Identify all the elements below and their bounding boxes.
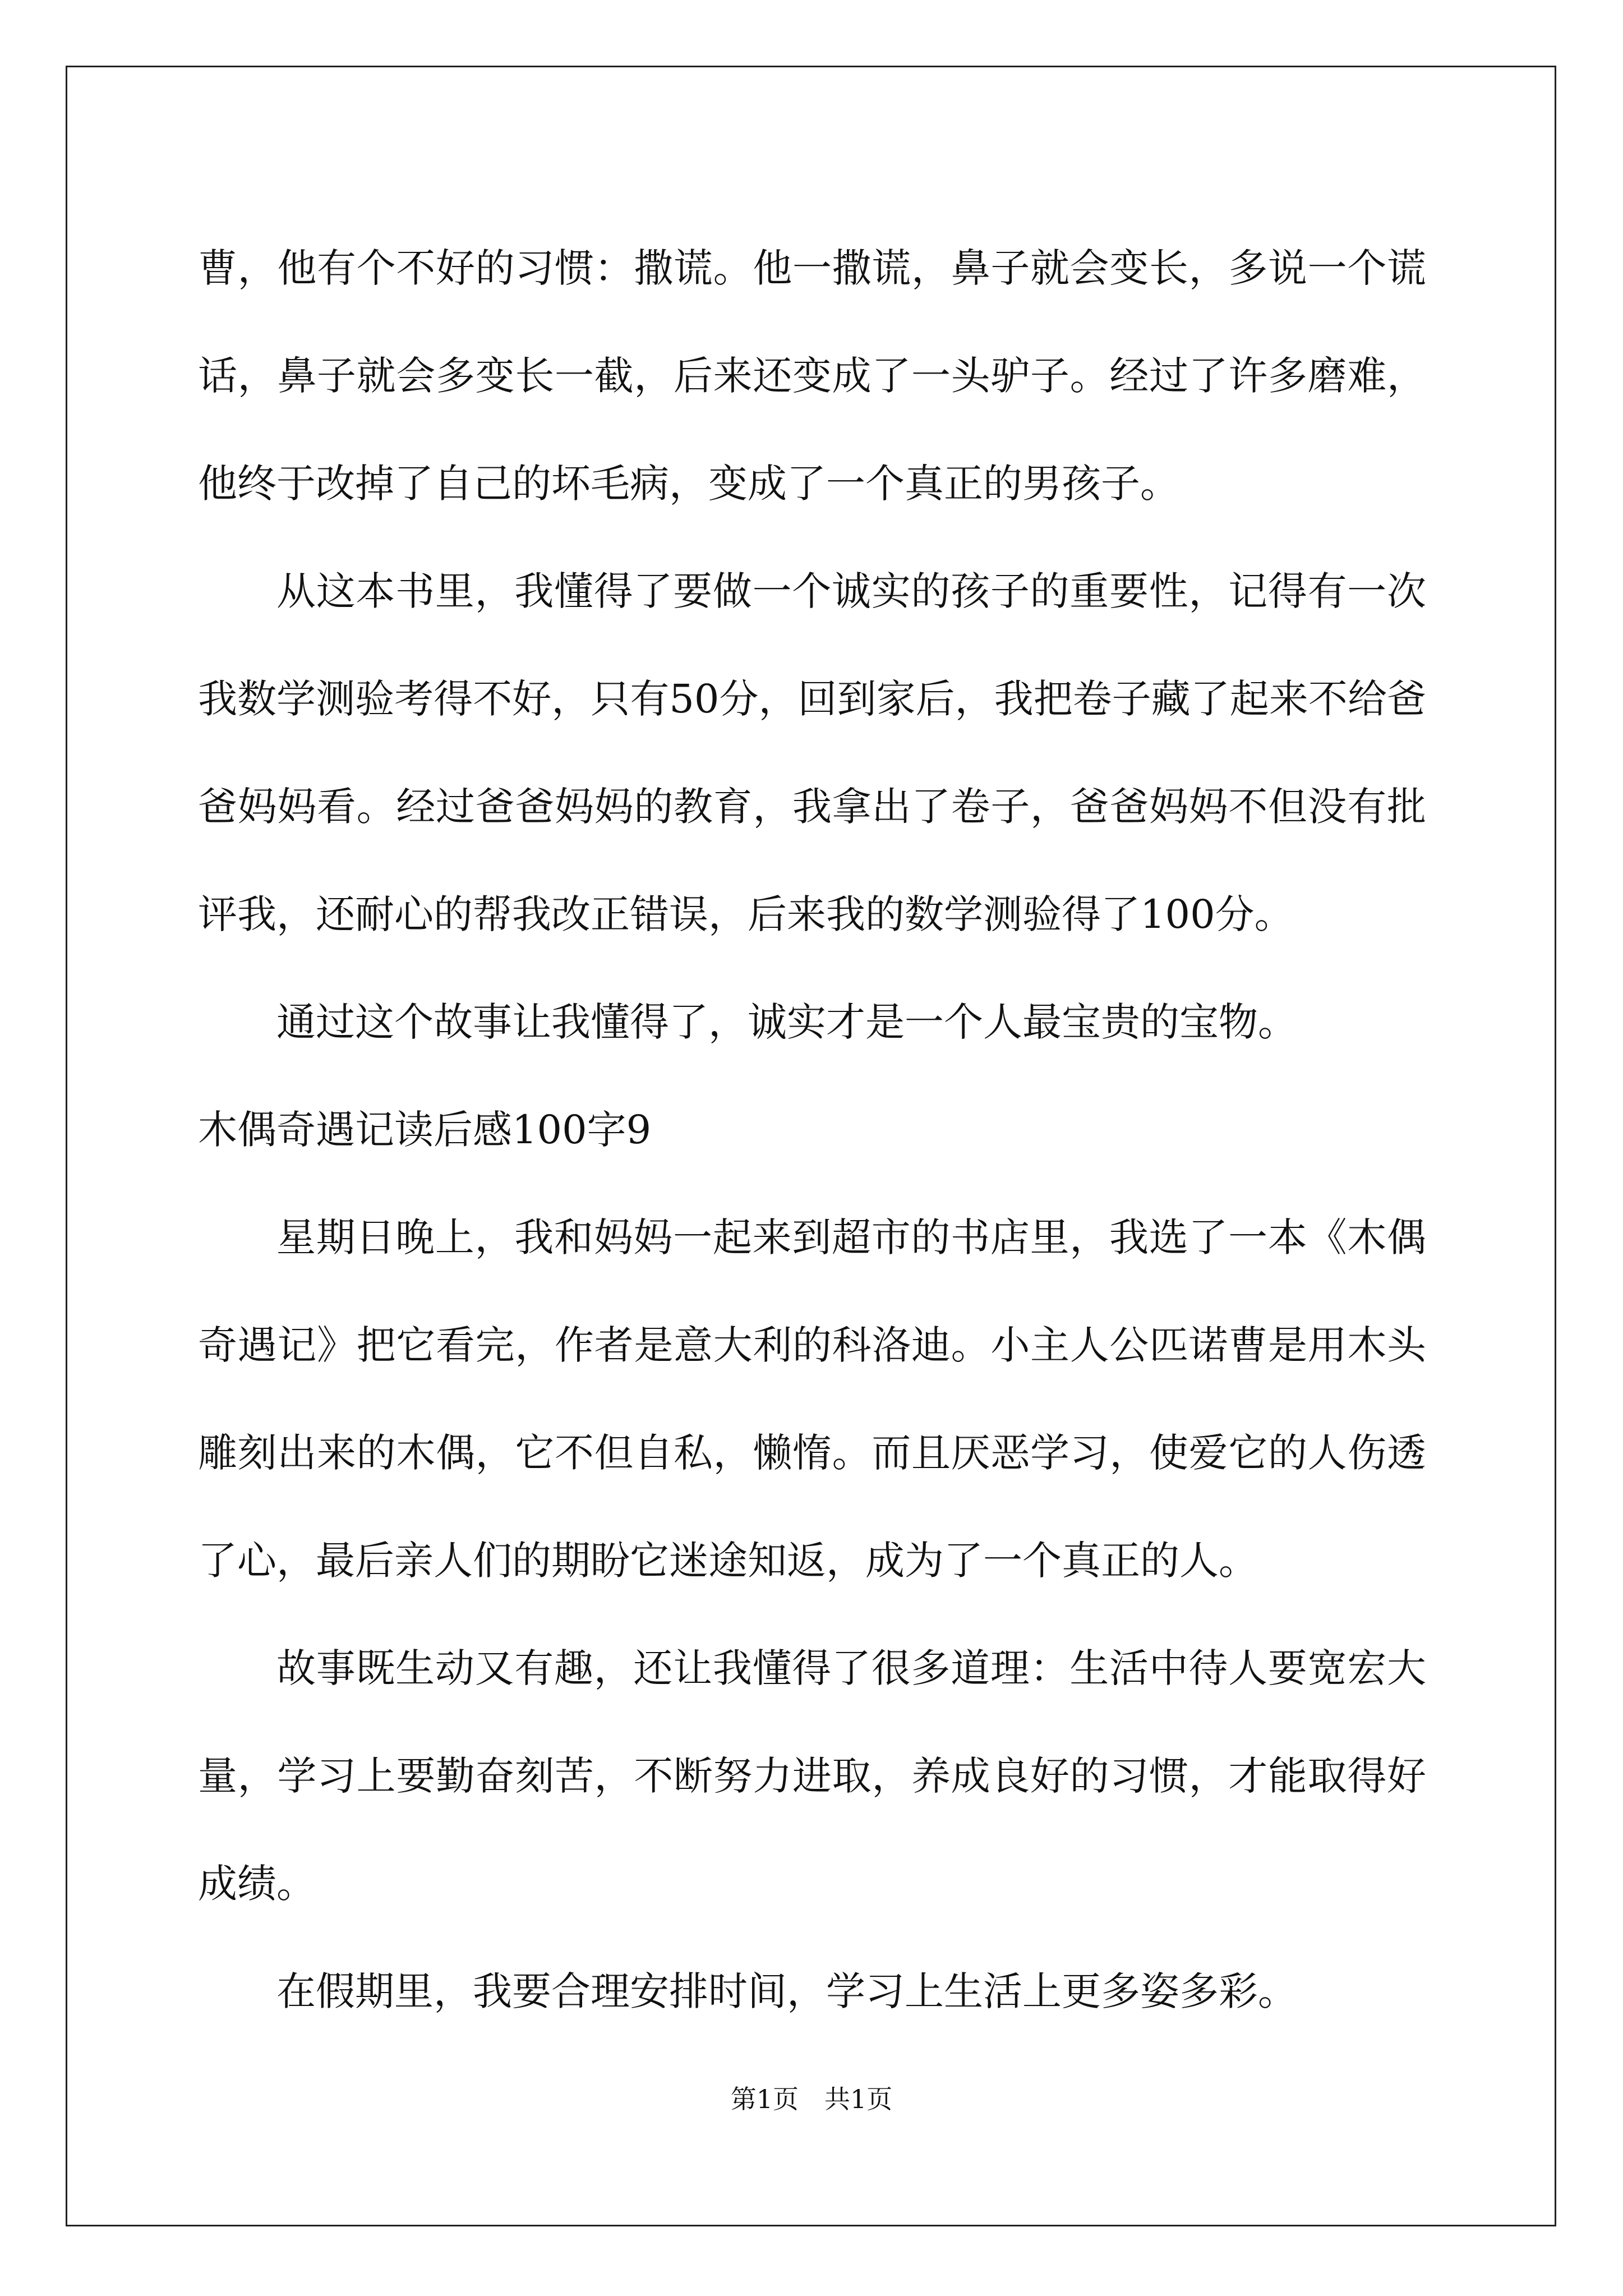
- section-title: 木偶奇遇记读后感100字9: [198, 1107, 652, 1153]
- document-body: [198, 214, 1426, 2045]
- paragraph-lesson: 从这本书里，我懂得了要做一个诚实的孩子的重要性，记得有一次我数学测验考得不好，只有50分，回到家后，我把卷子藏了起来不给爸爸妈妈看。经过爸爸妈妈的教育，我拿出了卷子，爸爸妈妈不但没有批评我，还耐心的帮我改正错误，后来我的数学测验得了100分。: [198, 568, 1426, 937]
- page-number-footer: 第1页 共1页: [730, 2084, 893, 2114]
- paragraph-plan: 在假期里，我要合理安排时间，学习上生活上更多姿多彩。: [276, 1968, 1297, 2014]
- paragraph-reflection: 故事既生动又有趣，还让我懂得了很多道理：生活中待人要宽宏大量，学习上要勤奋刻苦，不断努力进取，养成良好的习惯，才能取得好成绩。: [198, 1645, 1426, 1907]
- paragraph-continued: 曹，他有个不好的习惯：撒谎。他一撒谎，鼻子就会变长，多说一个谎话，鼻子就会多变长一截，后来还变成了一头驴子。经过了许多磨难，他终于改掉了自己的坏毛病，变成了一个真正的男孩子。: [198, 245, 1426, 507]
- paragraph-conclusion: 通过这个故事让我懂得了，诚实才是一个人最宝贵的宝物。: [276, 999, 1297, 1045]
- paragraph-story: 星期日晚上，我和妈妈一起来到超市的书店里，我选了一本《木偶奇遇记》把它看完，作者是意大利的科洛迪。小主人公匹诺曹是用木头雕刻出来的木偶，它不但自私，懒惰。而且厌恶学习，使爱它的人伤透了心，最后亲人们的期盼它迷途知返，成为了一个真正的人。: [198, 1214, 1426, 1584]
